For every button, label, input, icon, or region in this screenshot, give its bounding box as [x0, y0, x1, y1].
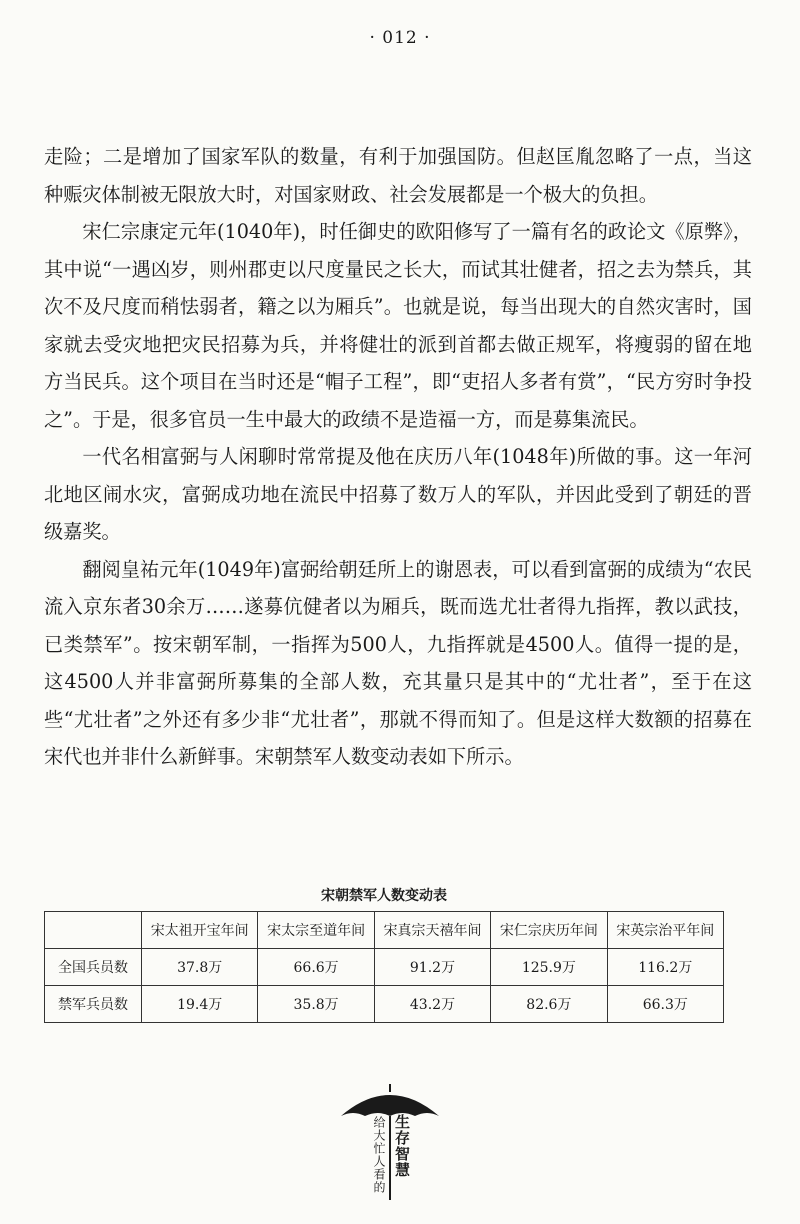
table-row	[45, 949, 724, 986]
paragraph-3: 一代名相富弼与人闲聊时常常提及他在庆历八年(1048年)所做的事。这一年河北地区闹水灾，富弼成功地在流民中招募了数万人的军队，并因此受到了朝廷的晋级嘉奖。	[44, 445, 752, 543]
book-logo	[335, 1080, 445, 1210]
page-number: · 012 ·	[369, 28, 431, 48]
table-title: 宋朝禁军人数变动表	[321, 888, 447, 904]
table-cell: 91.2万	[374, 949, 490, 986]
logo-subtitle: 给大忙人看的	[372, 1116, 386, 1194]
table-cell: 66.6万	[258, 949, 374, 986]
column-header: 宋英宗治平年间	[607, 912, 723, 949]
paragraph-2: 宋仁宗康定元年(1040年)，时任御史的欧阳修写了一篇有名的政论文《原弊》，其中说“一遇凶岁，则州郡吏以尺度量民之长大，而试其壮健者，招之去为禁兵，其次不及尺度而稍怯弱者，籍之以为厢兵”。也就是说，每当出现大的自然灾害时，国家就去受灾地把灾民招募为兵，并将健壮的派到首都去做正规军，将瘦弱的留在地方当民兵。这个项目在当时还是“帽子工程”，即“吏招人多者有赏”，“民方穷时争投之”。于是，很多官员一生中最大的政绩不是造福一方，而是募集流民。	[44, 220, 752, 431]
table-cell: 125.9万	[491, 949, 607, 986]
table-cell: 19.4万	[142, 986, 258, 1023]
column-header: 宋仁宗庆历年间	[491, 912, 607, 949]
column-header: 宋真宗天禧年间	[374, 912, 490, 949]
table-cell: 116.2万	[607, 949, 723, 986]
table-cell: 82.6万	[491, 986, 607, 1023]
table-cell: 37.8万	[142, 949, 258, 986]
table-row	[45, 986, 724, 1023]
table-cell: 43.2万	[374, 986, 490, 1023]
table-cell: 35.8万	[258, 986, 374, 1023]
table-header-row	[45, 912, 724, 949]
logo-title: 生存智慧	[393, 1114, 411, 1178]
body-text	[44, 138, 752, 776]
table-corner-cell	[45, 912, 142, 949]
column-header: 宋太祖开宝年间	[142, 912, 258, 949]
table-cell: 66.3万	[607, 986, 723, 1023]
row-label: 全国兵员数	[45, 949, 142, 986]
column-header: 宋太宗至道年间	[258, 912, 374, 949]
umbrella-icon	[335, 1080, 445, 1210]
data-table	[44, 911, 724, 1023]
paragraph-1: 走险；二是增加了国家军队的数量，有利于加强国防。但赵匡胤忽略了一点，当这种赈灾体制被无限放大时，对国家财政、社会发展都是一个极大的负担。	[44, 145, 752, 206]
paragraph-4: 翻阅皇祐元年(1049年)富弼给朝廷所上的谢恩表，可以看到富弼的成绩为“农民流入京东者30余万……遂募伉健者以为厢兵，既而选尤壮者得九指挥，教以武技，已类禁军”。按宋朝军制，一指挥为500人，九指挥就是4500人。值得一提的是，这4500人并非富弼所募集的全部人数，充其量只是其中的“尤壮者”，至于在这些“尤壮者”之外还有多少非“尤壮者”，那就不得而知了。但是这样大数额的招募在宋代也并非什么新鲜事。宋朝禁军人数变动表如下所示。	[44, 557, 752, 768]
row-label: 禁军兵员数	[45, 986, 142, 1023]
